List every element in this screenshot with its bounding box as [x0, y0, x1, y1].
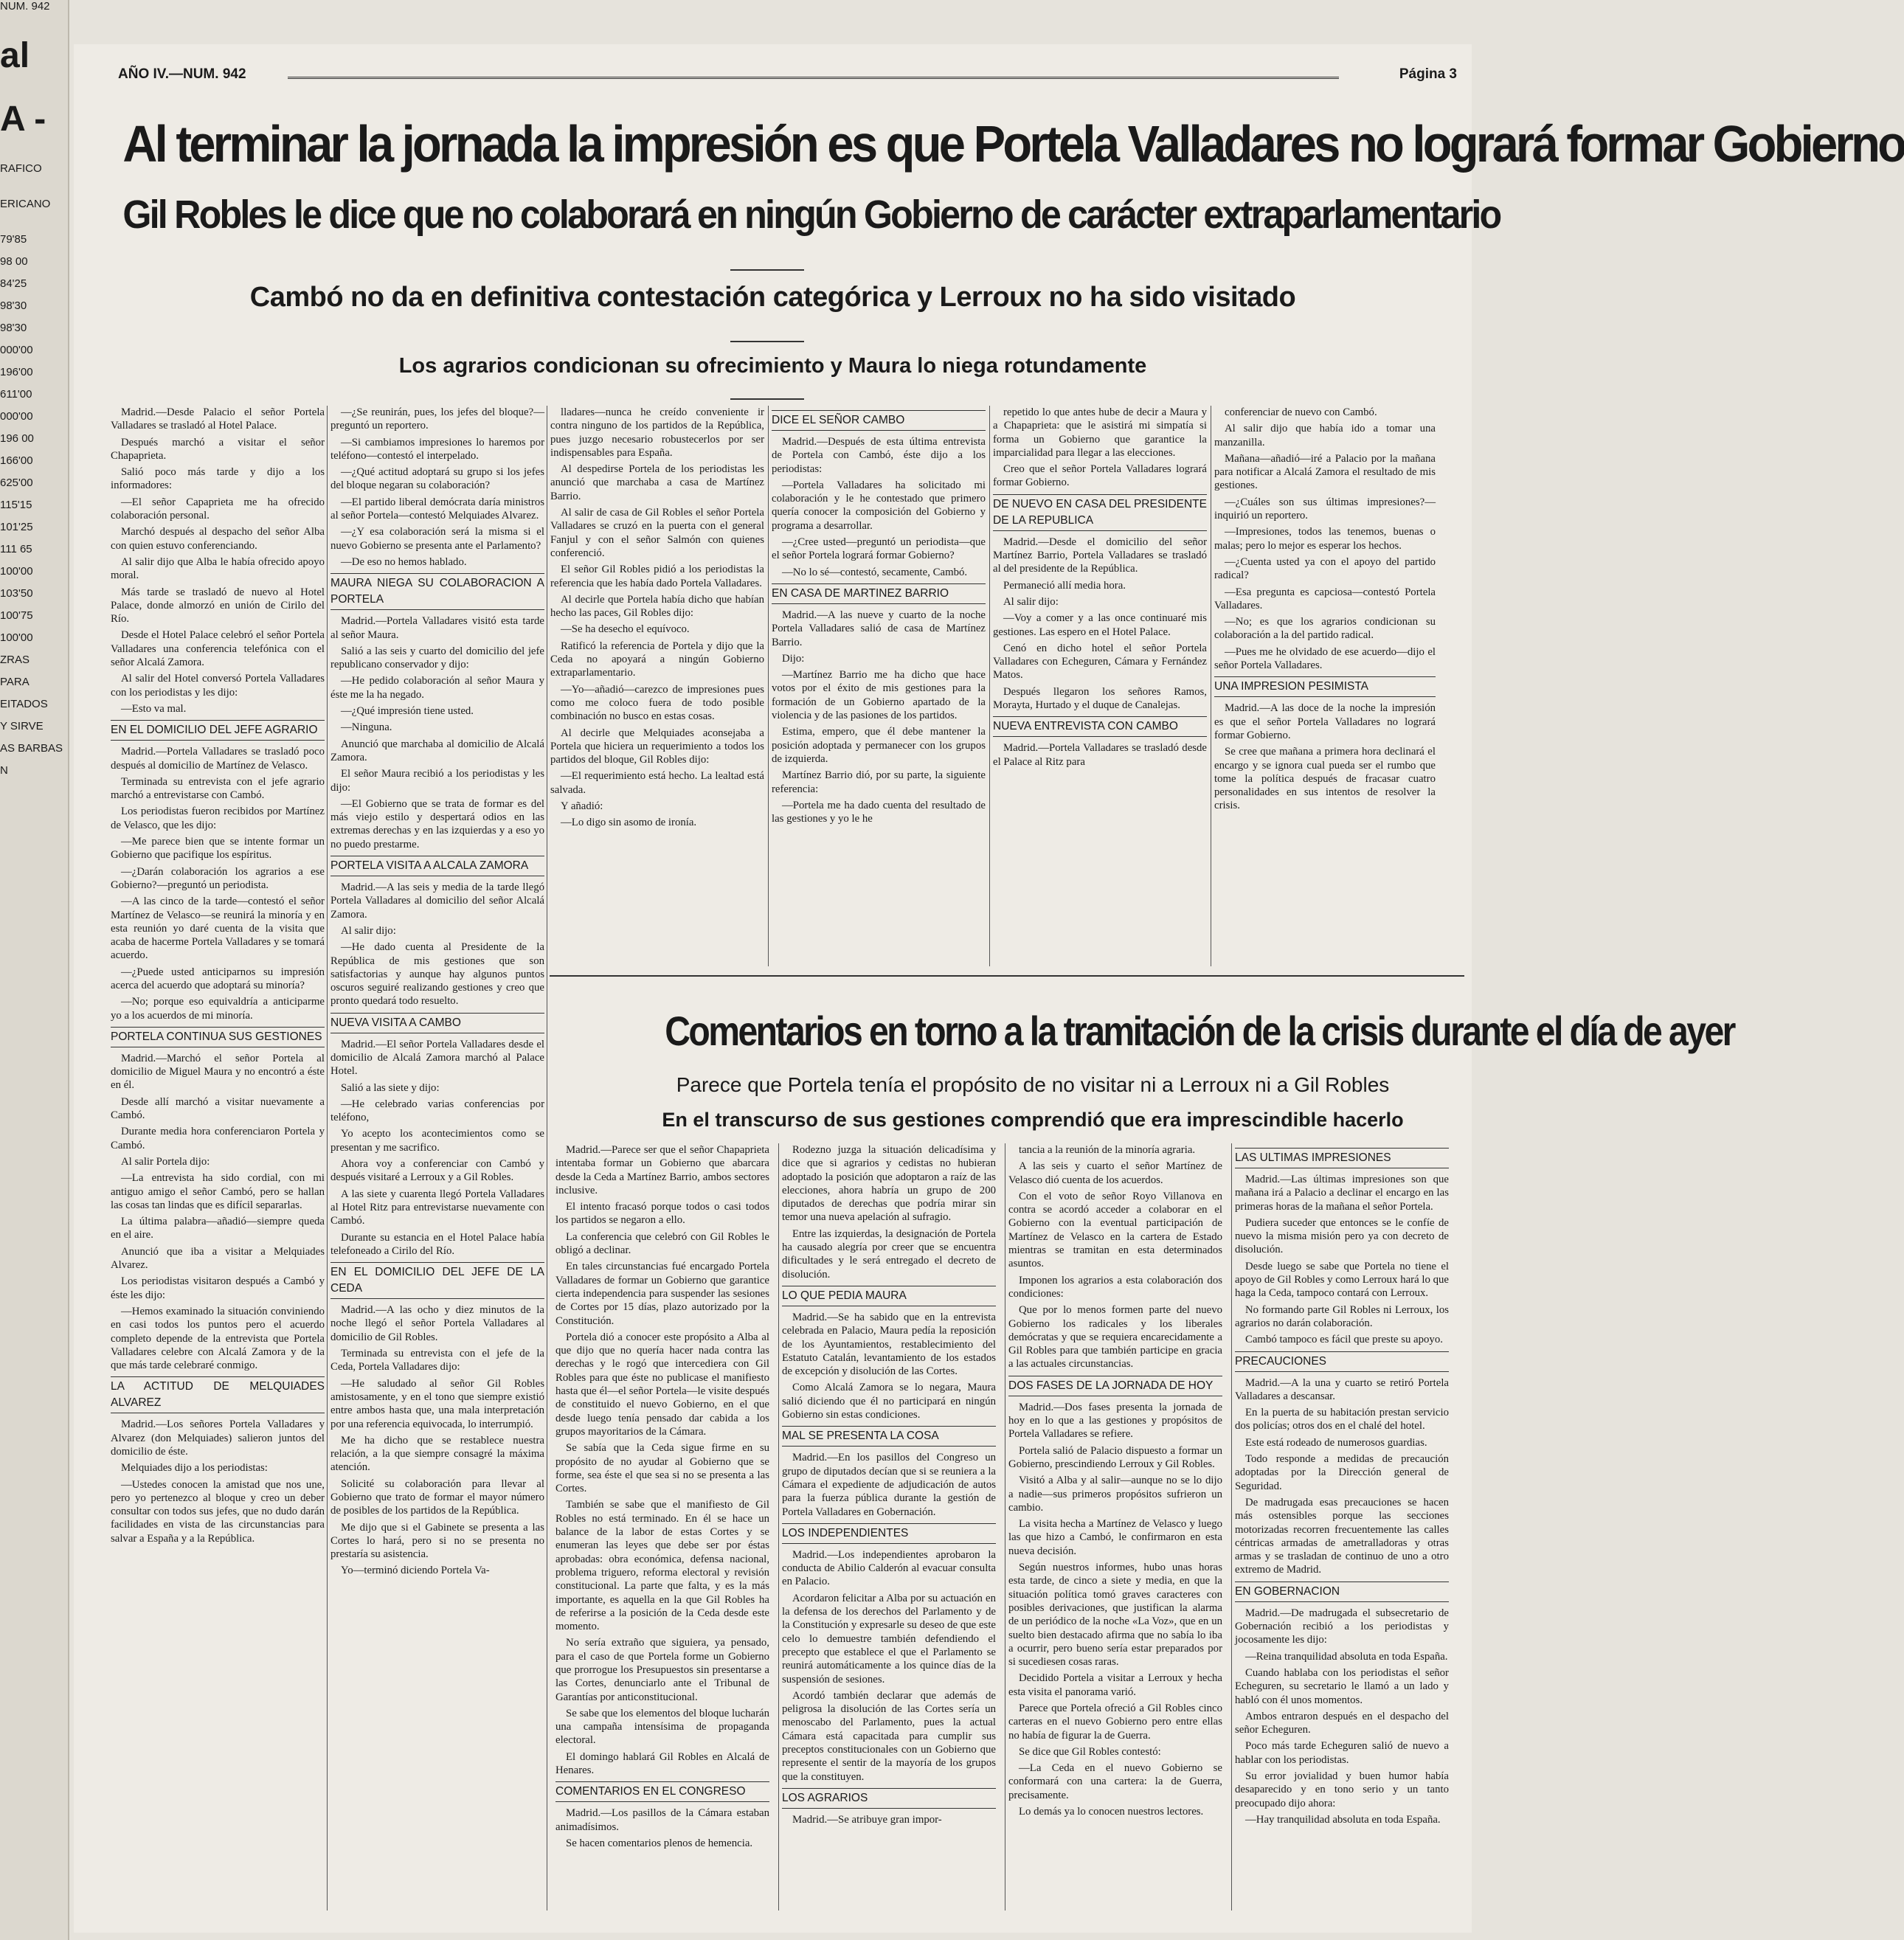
paragraph: —Yo—añadió—carezco de impresiones pues como me coloco fuera de todo posible combinación no busco en estas cosas. [550, 683, 764, 723]
paragraph: Madrid.—Los independientes aprobaron la conducta de Abilio Calderón al evacuar consulta en Palacio. [782, 1548, 996, 1588]
section-subhead: MAL SE PRESENTA LA COSA [782, 1426, 996, 1447]
paragraph: Marchó después al despacho del señor Alba con quien estuvo conferenciando. [111, 526, 325, 552]
paragraph: —¿Y esa colaboración será la misma si el nuevo Gobierno se presenta ante el Parlamento? [330, 526, 544, 552]
left-fragment-line: 98 00 [0, 255, 28, 268]
paragraph: Ambos entraron después en el despacho del señor Echeguren. [1235, 1710, 1449, 1736]
top-story-col-1 [111, 406, 325, 1918]
paragraph: Según nuestros informes, hubo unas horas esta tarde, de cinco a siete y media, en que la situación política tomó graves caracteres con posibles derivaciones, que justifican la alarma de un periódico de la noche «La Voz», que en un suelto bien destacado afirma que no sabía lo iba a ocurrir, pero bueno sería estar preparados por si sucediesen cosas raras. [1008, 1562, 1222, 1669]
paragraph: La última palabra—añadió—siempre queda en el aire. [111, 1216, 325, 1241]
paragraph: Anunció que iba a visitar a Melquiades Alvarez. [111, 1245, 325, 1272]
paragraph: No formando parte Gil Robles ni Lerroux, los agrarios no darán colaboración. [1235, 1303, 1449, 1329]
paragraph: Pudiera suceder que entonces se le confíe de nuevo la misma misión pero ya con decreto de disolución. [1235, 1216, 1449, 1256]
paragraph: A las siete y cuarenta llegó Portela Valladares al Hotel Ritz para entrevistarse nuevamente con Cambó. [330, 1188, 544, 1227]
paragraph: Cambó tampoco es fácil que preste su apoyo. [1245, 1334, 1443, 1346]
paragraph: Más tarde se trasladó de nuevo al Hotel Palace, donde almorzó en unión de Cirilo del Río. [111, 586, 325, 626]
issue-number: AÑO IV.—NUM. 942 [118, 66, 246, 82]
paragraph: Se dice que Gil Robles contestó: [1019, 1745, 1161, 1758]
paragraph: —El requerimiento está hecho. La lealtad está salvada. [550, 770, 764, 796]
paragraph: Durante su estancia en el Hotel Palace había telefoneado a Cirilo del Río. [330, 1231, 544, 1257]
paragraph: Salió poco más tarde y dijo a los informadores: [111, 466, 325, 492]
left-fragment-line: 000'00 [0, 344, 33, 356]
left-fragment-line: PARA [0, 676, 30, 688]
paragraph: —No; porque eso equivaldría a anticiparme yo a los acuerdos de mi minoría. [111, 996, 325, 1022]
paragraph: Los periodistas visitaron después a Cambó y éste les dijo: [111, 1275, 325, 1301]
paragraph: Se sabe que los elementos del bloque lucharán una campaña intensísima de propaganda electoral. [555, 1707, 769, 1747]
paragraph: —He pedido colaboración al señor Maura y éste me la ha negado. [330, 675, 544, 701]
paragraph: Madrid.—Marchó el señor Portela al domicilio de Miguel Maura y no encontró a éste en él. [111, 1052, 325, 1092]
paragraph: Al salir de casa de Gil Robles el señor Portela Valladares se cruzó en la puerta con el general Fanjul y con el señor Salmón con quienes conferenció. [550, 507, 764, 559]
paragraph: En tales circunstancias fué encargado Portela Valladares de formar un Gobierno que garantice cierta independencia para suspender las sesiones de Cortes por 15 días, plazo autorizado por la Constitución. [555, 1261, 769, 1327]
section-subhead: DICE EL SEÑOR CAMBO [772, 410, 986, 431]
paragraph: A las seis y cuarto el señor Martínez de Velasco dió cuenta de los acuerdos. [1008, 1160, 1222, 1186]
left-fragment-line: 98'30 [0, 322, 27, 334]
left-fragment-line: ERICANO [0, 198, 51, 210]
left-fragment-line: 100'00 [0, 565, 33, 578]
paragraph: Desde allí marchó a visitar nuevamente a Cambó. [111, 1095, 325, 1122]
paragraph: Acordó también declarar que además de peligrosa la disolución de las Cortes sería un menoscabo del Parlamento, pues la actual Cámara está capacitada para cumplir sus preceptos constitucionales con un Gobierno que represente el sentir de la mayoría de los grupos que la constituyen. [782, 1689, 996, 1783]
section-subhead: LOS AGRARIOS [782, 1788, 996, 1809]
paragraph: Al salir del Hotel conversó Portela Valladares con los periodistas y les dijo: [111, 673, 325, 699]
paragraph: —Portela me ha dado cuenta del resultado de las gestiones y yo le he [772, 799, 986, 825]
paragraph: Madrid.—Portela Valladares se trasladó poco después al domicilio de Martínez de Velasco. [111, 746, 325, 772]
section-subhead: EN CASA DE MARTINEZ BARRIO [772, 583, 986, 604]
paragraph: Se hacen comentarios plenos de hemencia. [566, 1837, 753, 1849]
left-fragment-line: al [0, 36, 30, 75]
paragraph: —Esto va mal. [121, 702, 187, 715]
paragraph: Al salir dijo: [1003, 595, 1059, 608]
paragraph: Madrid.—En los pasillos del Congreso un grupo de diputados decían que si se reuniera a la Cámara el expediente de adjudicación de autos para la fuerza pública durante la gestión de Portela Valladares en Gobernación. [782, 1452, 996, 1518]
column-rule [989, 406, 990, 966]
paragraph: —¿Darán colaboración los agrarios a ese Gobierno?—preguntó un periodista. [111, 865, 325, 891]
paragraph: Durante media hora conferenciaron Portela y Cambó. [111, 1126, 325, 1151]
paragraph: En la puerta de su habitación prestan servicio dos policías; otros dos en el chalé del hotel. [1235, 1407, 1449, 1433]
paragraph: Cenó en dicho hotel el señor Portela Valladares con Echeguren, Cámara y Fernández Matos. [993, 642, 1207, 682]
paragraph: —El señor Capaprieta me ha ofrecido colaboración personal. [111, 496, 325, 522]
paragraph: —¿Se reunirán, pues, los jefes del bloque?—preguntó un reportero. [330, 406, 544, 432]
left-fragment-line: NUM. 942 [0, 0, 50, 13]
paragraph: Con el voto de señor Royo Villanova en contra se acordó acceder a colaborar en el Gobierno con la eventual participación de Martínez de Velasco en la cartera de Estado mientras se tramitan en esta determinados asuntos. [1008, 1190, 1222, 1270]
left-fragment-line: 100'75 [0, 609, 33, 622]
top-story-col-3 [550, 406, 764, 974]
paragraph: —Ninguna. [341, 721, 392, 734]
column-rule [1231, 1143, 1232, 1910]
section-subhead: NUEVA VISITA A CAMBO [330, 1013, 544, 1033]
top-story-col-4 [772, 406, 986, 974]
paragraph: tancia a la reunión de la minoría agraria. [1019, 1144, 1196, 1156]
paragraph: —Me parece bien que se intente formar un Gobierno que pacifique los espíritus. [111, 836, 325, 862]
left-fragment-line: EITADOS [0, 698, 48, 710]
section-subhead: DOS FASES DE LA JORNADA DE HOY [1008, 1376, 1222, 1396]
paragraph: Después llegaron los señores Ramos, Morayta, Hurtado y el duque de Canalejas. [993, 685, 1207, 712]
second-headline: Gil Robles le dice que no colaborará en ningún Gobierno de carácter extraparlamentario [122, 193, 1500, 237]
paragraph: Después marchó a visitar el señor Chapaprieta. [111, 436, 325, 462]
paragraph: Madrid.—Después de esta última entrevista de Portela con Cambó, éste dijo a los periodistas: [772, 436, 986, 475]
paragraph: Terminada su entrevista con el jefe de la Ceda, Portela Valladares dijo: [330, 1348, 544, 1373]
paragraph: Los periodistas fueron recibidos por Martínez de Velasco, que les dijo: [111, 806, 325, 831]
section-subhead: LAS ULTIMAS IMPRESIONES [1235, 1148, 1449, 1168]
second-story-subhead-1: Parece que Portela tenía el propósito de no visitar ni a Lerroux ni a Gil Robles [676, 1073, 1390, 1096]
paragraph: —Esa pregunta es capciosa—contestó Portela Valladares. [1214, 586, 1436, 612]
paragraph: Visitó a Alba y al salir—aunque no se lo dijo a nadie—sus primeros propósitos sufrieron un cambio. [1008, 1475, 1222, 1514]
paragraph: Madrid.—A las seis y media de la tarde llegó Portela Valladares al domicilio del señor Alcalá Zamora. [330, 881, 544, 921]
paragraph: Madrid.—Los pasillos de la Cámara estaban animadísimos. [555, 1807, 769, 1833]
paragraph: Al salir dijo que Alba le había ofrecido apoyo moral. [111, 555, 325, 582]
second-story-subhead-2: En el transcurso de sus gestiones comprendió que era imprescindible hacerlo [662, 1109, 1404, 1131]
paragraph: Imponen los agrarios a esta colaboración dos condiciones: [1008, 1274, 1222, 1300]
second-story-col-2 [782, 1143, 996, 1910]
left-fragment-line: 196'00 [0, 366, 33, 378]
paragraph: Al decirle que Portela había dicho que habían hecho las paces, Gil Robles dijo: [550, 593, 764, 620]
paragraph: Portela dió a conocer este propósito a Alba al que dijo que no quería hacer nada contra las derechas y le rogó que intercediera con Gil Robles para que éste no publicase el manifiesto hasta que él—el señor Portela—le visite después de constituido el nuevo Gobierno, en el que desde luego tenía pensado dar cabida a los grupos mayoritarios de la Cámara. [555, 1331, 769, 1438]
paragraph: —Voy a comer y a las once continuaré mis gestiones. Las espero en el Hotel Palace. [993, 612, 1207, 638]
left-fragment-line: 115'15 [0, 499, 32, 511]
paragraph: Se cree que mañana a primera hora declinará el encargo y se ignora cual pueda ser el rumbo que tome la política después de fracasar cuatro personalidades en sus intentos de resolver la crisis. [1214, 746, 1436, 812]
paragraph: —¿Puede usted anticiparnos su impresión acerca del acuerdo que adoptará su minoría? [111, 966, 325, 991]
ornament-rule [730, 269, 804, 271]
paragraph: Madrid.—Se ha sabido que en la entrevista celebrada en Palacio, Maura pedía la reposición de los Ayuntamientos, restablecimiento del Estatuto Catalán, levantamiento de los estados de excepción y disolución de las Cortes. [782, 1311, 996, 1378]
left-fragment-line: 100'00 [0, 631, 33, 644]
section-subhead: EN EL DOMICILIO DEL JEFE DE LA CEDA [330, 1262, 544, 1299]
paragraph: —La Ceda en el nuevo Gobierno se conformará con una cartera: la de Guerra, precisamente. [1008, 1762, 1222, 1801]
paragraph: —¿Cuenta usted ya con el apoyo del partido radical? [1214, 555, 1436, 582]
section-subhead: PORTELA CONTINUA SUS GESTIONES [111, 1027, 325, 1047]
paragraph: Solicité su colaboración para llevar al Gobierno que trato de formar el mayor número de posibles de los partidos de la República. [330, 1477, 544, 1517]
paragraph: —A las cinco de la tarde—contestó el señor Martínez de Velasco—se reunirá la minoría y en esta reunión yo daré cuenta de la visita que acaba de hacerme Portela Valladares y se tomará acuerdo. [111, 895, 325, 962]
paragraph: —¿Cuáles son sus últimas impresiones?—inquirió un reportero. [1214, 496, 1436, 522]
second-story-col-1 [555, 1143, 769, 1910]
ornament-rule [730, 341, 804, 342]
paragraph: Yo acepto los acontecimientos como se presentan y me sacrifico. [330, 1128, 544, 1154]
paragraph: Madrid.—Desde el domicilio del señor Martínez Barrio, Portela Valladares se trasladó al del presidente de la República. [993, 536, 1207, 575]
paragraph: —Impresiones, todos las tenemos, buenas o malas; pero lo mejor es esperar los hechos. [1214, 526, 1436, 552]
paragraph: Madrid.—Portela Valladares visitó esta tarde al señor Maura. [330, 615, 544, 641]
page-number: Página 3 [1399, 66, 1457, 82]
paragraph: El señor Gil Robles pidió a los periodistas la referencia que les había dado Portela Valladares. [550, 564, 764, 589]
paragraph: Madrid.—De madrugada el subsecretario de Gobernación recibió a los periodistas y jocosamente les dijo: [1235, 1607, 1449, 1646]
second-story-headline: Comentarios en torno a la tramitación de la crisis durante el día de ayer [665, 1008, 1734, 1054]
paragraph: conferenciar de nuevo con Cambó. [1225, 406, 1377, 418]
paragraph: repetido lo que antes hube de decir a Maura y a Chapaprieta: que le asistirá mi simpatía si forma un Gobierno que garantice la imparcialidad para llegar a las elecciones. [993, 406, 1207, 459]
left-fragment-line: A - [0, 100, 46, 139]
paragraph: Desde el Hotel Palace celebró el señor Portela Valladares una conferencia telefónica con el señor Alcalá Zamora. [111, 629, 325, 669]
left-fragment-line: 196 00 [0, 432, 34, 445]
paragraph: Me dijo que si el Gabinete se presenta a las Cortes lo hará, pero si no se presenta no prestaría su asistencia. [330, 1521, 544, 1561]
paragraph: Salió a las seis y cuarto del domicilio del jefe republicano conservador y dijo: [330, 645, 544, 671]
second-story-col-3 [1008, 1143, 1222, 1910]
left-fragment-line: Y SIRVE [0, 720, 44, 732]
paragraph: Acordaron felicitar a Alba por su actuación en la defensa de los derechos del Parlamento y de la Constitución y expresarle su deseo de que este celo lo demuestre también defendiendo el precepto que establece el que el Parlamento se reunirá automáticamente a los quince días de la suspensión de sesiones. [782, 1592, 996, 1686]
paragraph: —El partido liberal demócrata daría ministros al señor Portela—contestó Melquiades Alvarez. [330, 496, 544, 522]
paragraph: Madrid.—Los señores Portela Valladares y Alvarez (don Melquiades) salieron juntos del domicilio de éste. [111, 1418, 325, 1458]
section-subhead: DE NUEVO EN CASA DEL PRESIDENTE DE LA REPUBLICA [993, 494, 1207, 531]
paragraph: Madrid.—A las nueve y cuarto de la noche Portela Valladares salió de casa de Martínez Barrio. [772, 609, 986, 648]
paragraph: —Pues me he olvidado de ese acuerdo—dijo el señor Portela Valladares. [1214, 645, 1436, 672]
paragraph: Martínez Barrio dió, por su parte, la siguiente referencia: [772, 769, 986, 795]
newspaper-page [74, 44, 1904, 1933]
left-fragment-line: 611'00 [0, 388, 32, 401]
section-subhead: PORTELA VISITA A ALCALA ZAMORA [330, 856, 544, 876]
paragraph: —Lo digo sin asomo de ironía. [561, 817, 697, 829]
left-fragment-line: 625'00 [0, 477, 33, 489]
paragraph: La conferencia que celebró con Gil Robles le obligó a declinar. [555, 1230, 769, 1257]
header-rule [288, 77, 1339, 82]
ornament-rule [730, 398, 804, 400]
column-rule [778, 1143, 779, 1910]
paragraph: —¿Qué impresión tiene usted. [341, 705, 474, 718]
paragraph: Melquiades dijo a los periodistas: [121, 1462, 268, 1475]
paragraph: —Hemos examinado la situación conviniendo en casi todos los puntos pero el acuerdo completo depende de la entrevista que Portela Valladares celebre con Alcalá Zamora y de la que más tarde celebraré conmigo. [111, 1305, 325, 1372]
left-fragment-line: N [0, 764, 8, 777]
paragraph: —El Gobierno que se trata de formar es del más viejo estilo y despertará odios en las extremas derechas y en las izquierdas y a eso yo no puedo prestarme. [330, 797, 544, 851]
left-fragment-line: ZRAS [0, 654, 30, 666]
section-subhead: NUEVA ENTREVISTA CON CAMBO [993, 716, 1207, 737]
paragraph: Permaneció allí media hora. [1003, 579, 1126, 592]
paragraph: —No lo sé—contestó, secamente, Cambó. [782, 566, 968, 578]
top-story-col-2 [330, 406, 544, 1918]
third-headline: Cambó no da en definitiva contestación categórica y Lerroux no ha sido visitado [249, 282, 1296, 313]
second-story-col-4 [1235, 1143, 1449, 1910]
paragraph: Madrid.—A las ocho y diez minutos de la noche llegó el señor Portela Valladares al domicilio de Gil Robles. [330, 1304, 544, 1343]
paragraph: Y añadió: [561, 800, 603, 813]
paragraph: lladares—nunca he creído conveniente ir contra ninguno de los partidos de la República, pues juzgo necesario robustecerlos por ser indispensables para España. [550, 406, 764, 459]
paragraph: Mañana—añadió—iré a Palacio por la mañana para notificar a Alcalá Zamora el resultado de mis gestiones. [1214, 452, 1436, 492]
paragraph: Al salir Portela dijo: [121, 1155, 210, 1168]
paragraph: —No; es que los agrarios condicionan su colaboración a la del partido radical. [1214, 616, 1436, 642]
left-fragment-line: 79'85 [0, 233, 27, 246]
paragraph: Madrid.—Las últimas impresiones son que mañana irá a Palacio a declinar el encargo en las primeras horas de la mañana el señor Portela. [1235, 1174, 1449, 1213]
long-columns [111, 406, 553, 1918]
section-subhead: LOS INDEPENDIENTES [782, 1523, 996, 1544]
paragraph: Anunció que marchaba al domicilio de Alcalá Zamora. [330, 738, 544, 763]
paragraph: El intento fracasó porque todos o casi todos los partidos se negaron a ello. [555, 1201, 769, 1227]
paragraph: —¿Cree usted—preguntó un periodista—que el señor Portela logrará formar Gobierno? [772, 536, 986, 562]
paragraph: Como Alcalá Zamora se lo negara, Maura salió diciendo que él no participará en ningún Gobierno sin estas condiciones. [782, 1382, 996, 1421]
paragraph: —Si cambiamos impresiones lo haremos por teléfono—contestó el interpelado. [330, 436, 544, 462]
paragraph: Madrid.—Desde Palacio el señor Portela Valladares se trasladó al Hotel Palace. [111, 406, 325, 432]
paragraph: —He celebrado varias conferencias por teléfono, [330, 1098, 544, 1124]
paragraph: Madrid.—El señor Portela Valladares desde el domicilio de Alcalá Zamora marchó al Palace Hotel. [330, 1038, 544, 1078]
paragraph: Su error jovialidad y buen humor había desaparecido y en tono serio y un tanto preocupado dijo ahora: [1235, 1770, 1449, 1809]
column-rule [768, 406, 769, 966]
paragraph: Madrid.—Se atribuye gran impor- [792, 1813, 942, 1826]
paragraph: También se sabe que el manifiesto de Gil Robles no está terminado. En él se hace un balance de la labor de estas Cortes y se enumeran las leyes que debe ser por éstas aprobadas: obra económica, defensa nacional, problema triguero, reforma electoral y revisión constitucional. La parte que falta, y es la más importante, es aquella en la que Gil Robles ha de referirse a la posición de la Ceda desde este momento. [555, 1499, 769, 1633]
paragraph: No sería extraño que siguiera, ya pensado, para el caso de que Portela forme un Gobierno que prorrogue los Presupuestos sin presentarse a las Cortes, denunciarlo ante el Tribunal de Garantías por anticonstitucional. [555, 1637, 769, 1703]
paragraph: Decidido Portela a visitar a Lerroux y hecha esta visita el panorama varió. [1008, 1672, 1222, 1698]
fourth-headline: Los agrarios condicionan su ofrecimiento y Maura lo niega rotundamente [398, 354, 1147, 378]
paragraph: Al salir dijo que había ido a tomar una manzanilla. [1214, 423, 1436, 448]
paragraph: El señor Maura recibió a los periodistas y les dijo: [330, 768, 544, 794]
paragraph: Al decirle que Melquiades aconsejaba a Portela que hiciera un requerimiento a todos los partidos del bloque, Gil Robles dijo: [550, 727, 764, 766]
left-fragment-line: 101'25 [0, 521, 33, 533]
paragraph: Creo que el señor Portela Valladares logrará formar Gobierno. [993, 463, 1207, 489]
section-subhead: PRECAUCIONES [1235, 1351, 1449, 1372]
paragraph: Este está rodeado de numerosos guardias. [1245, 1436, 1427, 1449]
paragraph: —Martínez Barrio me ha dicho que hace votos por el éxito de mis gestiones para la formación de un Gobierno apartado de la violencia y de las pasiones de los partidos. [772, 669, 986, 722]
paragraph: —Hay tranquilidad absoluta en toda España. [1245, 1813, 1441, 1826]
paragraph: La visita hecha a Martínez de Velasco y luego las que hizo a Cambó, le confirmaron en esta nueva decisión. [1008, 1518, 1222, 1557]
paragraph: —He dado cuenta al Presidente de la República de mis gestiones que son satisfactorias y aunque hay algunos puntos oscuros seguiré realizando gestiones y creo que pronto quedará todo resuelto. [330, 941, 544, 1008]
paragraph: Dijo: [782, 652, 805, 665]
paragraph: Me ha dicho que se restablece nuestra relación, a la que siempre consagré la máxima atención. [330, 1434, 544, 1474]
paragraph: Poco más tarde Echeguren salió de nuevo a hablar con los periodistas. [1235, 1740, 1449, 1766]
paragraph: —La entrevista ha sido cordial, con mi antiguo amigo el señor Cambó, pero se hallan las cosas tan lindas que es difícil separarlas. [111, 1172, 325, 1211]
paragraph: Parece que Portela ofreció a Gil Robles cinco carteras en el nuevo Gobierno pero entre ellas no había de figurar la de Guerra. [1008, 1702, 1222, 1742]
section-subhead: EN EL DOMICILIO DEL JEFE AGRARIO [111, 720, 325, 741]
left-page-fragment [0, 0, 69, 1940]
paragraph: Salió a las siete y dijo: [341, 1081, 440, 1094]
paragraph: —De eso no hemos hablado. [341, 555, 467, 568]
paragraph: —Se ha desecho el equívoco. [561, 623, 690, 636]
section-subhead: MAURA NIEGA SU COLABORACION A PORTELA [330, 573, 544, 610]
paragraph: Portela salió de Palacio dispuesto a formar un Gobierno, prescindiendo Lerroux y Gil Robles. [1008, 1444, 1222, 1470]
left-fragment-line: 84'25 [0, 277, 27, 290]
main-headline: Al terminar la jornada la impresión es que Portela Valladares no logrará formar Gobierno [122, 115, 1904, 173]
paragraph: —Ustedes conocen la amistad que nos une, pero yo pertenezco al bloque y creo un deber consultar con todos sus jefes, que no dudo darán facilidades en vista de las circunstancias para salvar a España y a la República. [111, 1478, 325, 1545]
paragraph: Se sabía que la Ceda sigue firme en su propósito de no ayudar al Gobierno que se forme, sea éste el que sea si no se presenta a las Cortes. [555, 1442, 769, 1495]
paragraph: Lo demás ya lo conocen nuestros lectores. [1019, 1806, 1204, 1818]
paragraph: Desde luego se sabe que Portela no tiene el apoyo de Gil Robles y como Lerroux hará lo que haga la Ceda, tampoco contará con Lerroux. [1235, 1260, 1449, 1300]
paragraph: Estima, empero, que él debe mantener la posición adoptada y permanecer con los grupos de izquierda. [772, 726, 986, 765]
top-story-col-5 [993, 406, 1207, 974]
paragraph: Cuando hablaba con los periodistas el señor Echeguren, su secretario le llamó a un lado y habló con él unos momentos. [1235, 1666, 1449, 1706]
paragraph: Madrid.—A las doce de la noche la impresión es que el señor Portela Valladares no logrará formar Gobierno. [1214, 702, 1436, 741]
paragraph: Madrid.—Portela Valladares se trasladó desde el Palace al Ritz para [993, 742, 1207, 768]
paragraph: Al salir dijo: [341, 924, 396, 937]
left-fragment-line: 103'50 [0, 587, 33, 600]
paragraph: Ratificó la referencia de Portela y dijo que la Ceda no apoyará a ningún Gobierno extraparlamentario. [550, 640, 764, 679]
left-fragment-line: 000'00 [0, 410, 33, 423]
paragraph: —Portela Valladares ha solicitado mi colaboración y le he contestado que primero quería conocer la composición del Gobierno y programa a desarrollar. [772, 479, 986, 532]
paragraph: Terminada su entrevista con el jefe agrario marchó a entrevistarse con Cambó. [111, 775, 325, 802]
section-subhead: LO QUE PEDIA MAURA [782, 1286, 996, 1306]
paragraph: Entre las izquierdas, la designación de Portela ha causado alegría por creer que se encuentra dificultades y le será entregado el decreto de disolución. [782, 1227, 996, 1281]
paragraph: Ahora voy a conferenciar con Cambó y después visitaré a Lerroux y a Gil Robles. [330, 1158, 544, 1184]
section-subhead: COMENTARIOS EN EL CONGRESO [555, 1781, 769, 1802]
paragraph: Madrid.—Parece ser que el señor Chapaprieta intentaba formar un Gobierno que abarcara desde la Ceda a Martínez Barrio, ambos sectores inclusive. [555, 1144, 769, 1196]
paragraph: Que por lo menos formen parte del nuevo Gobierno los radicales y los liberales demócratas y que se requiera encarecidamente a Gil Robles para que también participe en gracia a las actuales circunstancias. [1008, 1304, 1222, 1371]
left-fragment-line: 111 65 [0, 543, 32, 555]
paragraph: Todo responde a medidas de precaución adoptadas por la Dirección general de Seguridad. [1235, 1453, 1449, 1492]
page-header [118, 66, 1457, 89]
paragraph: Al despedirse Portela de los periodistas les anunció que marchaba a casa de Martínez Barrio. [550, 463, 764, 502]
top-story-col-6 [1214, 406, 1436, 974]
left-page-text [0, 0, 68, 777]
section-rule [550, 975, 1464, 977]
paragraph: De madrugada esas precauciones se hacen más ostensibles porque las secciones motorizadas recorren frecuentemente las calles céntricas armadas de ametralladoras y otras armas y se trasladan de continuo de uno a otro extremo de Madrid. [1235, 1496, 1449, 1576]
paragraph: El domingo hablará Gil Robles en Alcalá de Henares. [555, 1750, 769, 1777]
paragraph: Madrid.—Dos fases presenta la jornada de hoy en lo que a las gestiones y propósitos de Portela Valladares se refiere. [1008, 1401, 1222, 1441]
column-rule [327, 406, 328, 1910]
left-fragment-line: AS BARBAS [0, 742, 63, 755]
section-subhead: LA ACTITUD DE MELQUIADES ALVAREZ [111, 1376, 325, 1413]
paragraph: Madrid.—A la una y cuarto se retiró Portela Valladares a descansar. [1235, 1376, 1449, 1402]
paragraph: Rodezno juzga la situación delicadísima y dice que si agrarios y cedistas no hubieran adoptado la posición que adoptaron a raíz de las elecciones, ahora habría un grupo de 200 diputados de derechas que podría mirar sin temor una nueva apelación al sufragio. [782, 1144, 996, 1224]
paragraph: Yo—terminó diciendo Portela Va- [341, 1565, 490, 1577]
left-fragment-line: 166'00 [0, 454, 33, 467]
second-story [550, 1143, 1464, 1910]
paragraph: —¿Qué actitud adoptará su grupo si los jefes del bloque negaran su colaboración? [330, 466, 544, 492]
paragraph: —He saludado al señor Gil Robles amistosamente, y en el tono que siempre existió entre ambos hasta que, una mala interpretación por una referencia equivocada, lo interrumpió. [330, 1377, 544, 1430]
left-fragment-line: 98'30 [0, 299, 27, 312]
left-fragment-line: RAFICO [0, 162, 42, 175]
paragraph: —Reina tranquilidad absoluta en toda España. [1245, 1650, 1448, 1663]
section-subhead: EN GOBERNACION [1235, 1582, 1449, 1602]
section-subhead: UNA IMPRESION PESIMISTA [1214, 676, 1436, 697]
